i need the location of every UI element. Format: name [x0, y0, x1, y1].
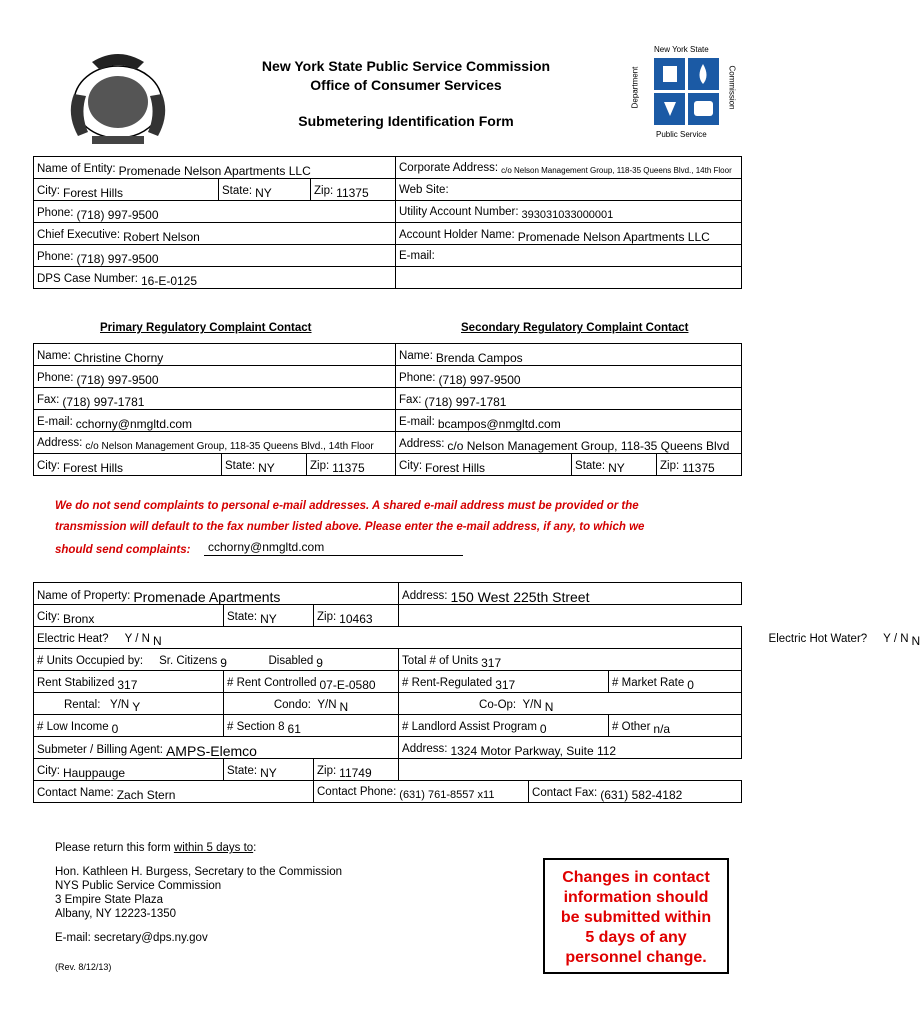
return-email: E-mail: secretary@dps.ny.gov [55, 932, 208, 944]
return-address-line-1: Hon. Kathleen H. Burgess, Secretary to the Commission [55, 866, 342, 878]
primary-contact-heading: Primary Regulatory Complaint Contact [100, 322, 312, 334]
property-state-field[interactable]: State: NY [224, 605, 314, 627]
contacts-table [33, 343, 742, 476]
department-logo [630, 45, 755, 145]
secondary-address-field[interactable]: Address: c/o Nelson Management Group, 118-35 Queens Blvd [396, 432, 742, 454]
title-line-2: Office of Consumer Services [310, 77, 502, 93]
title-line-1: New York State Public Service Commission [261, 58, 551, 74]
notice-box-line: Changes in contact [562, 869, 710, 886]
return-address-line-4: Albany, NY 12223-1350 [55, 908, 177, 920]
notice-line-3: should send complaints: [55, 544, 191, 556]
secondary-email-field[interactable]: E-mail: bcampos@nmgltd.com [396, 410, 742, 432]
agent-contact-phone-field[interactable]: Contact Phone: (631) 761-8557 x11 [314, 781, 529, 803]
primary-zip-field[interactable]: Zip: 11375 [307, 454, 396, 476]
return-address-line-2: NYS Public Service Commission [55, 880, 222, 892]
logo-tiles-icon [654, 58, 720, 126]
other-field[interactable]: # Other n/a [609, 715, 742, 737]
total-units-field[interactable]: Total # of Units 317 [399, 649, 742, 671]
primary-address-field[interactable]: Address: c/o Nelson Management Group, 118-35 Queens Blvd., 14th Floor [34, 432, 396, 454]
electric-hot-water-field[interactable]: Electric Hot Water? Y / N N [399, 627, 742, 649]
rent-stabilized-field[interactable]: Rent Stabilized 317 [34, 671, 224, 693]
entity-phone-field[interactable]: Phone: (718) 997-9500 [34, 201, 396, 223]
units-occupied-field[interactable]: # Units Occupied by: Sr. Citizens 9 Disabled 9 [34, 649, 399, 671]
website-field[interactable]: Web Site: [396, 179, 742, 201]
logo-bottom-text: Public Service [656, 130, 707, 139]
property-name-field[interactable]: Name of Property: Promenade Apartments [34, 583, 399, 605]
property-city-field[interactable]: City: Bronx [34, 605, 224, 627]
secondary-fax-field[interactable]: Fax: (718) 997-1781 [396, 388, 742, 410]
agent-contact-name-field[interactable]: Contact Name: Zach Stern [34, 781, 314, 803]
billing-agent-field[interactable]: Submeter / Billing Agent: AMPS-Elemco [34, 737, 399, 759]
low-income-field[interactable]: # Low Income 0 [34, 715, 224, 737]
executive-phone-field[interactable]: Phone: (718) 997-9500 [34, 245, 396, 267]
secondary-state-field[interactable]: State: NY [572, 454, 657, 476]
chief-executive-field[interactable]: Chief Executive: Robert Nelson [34, 223, 396, 245]
rental-field[interactable]: Rental: Y/N Y [34, 693, 224, 715]
contact-change-notice-box [543, 858, 729, 974]
primary-name-field[interactable]: Name: Christine Chorny [34, 344, 396, 366]
entity-name-field[interactable]: Name of Entity: Promenade Nelson Apartments LLC [34, 157, 396, 179]
property-zip-field[interactable]: Zip: 10463 [314, 605, 399, 627]
agent-zip-field[interactable]: Zip: 11749 [314, 759, 399, 781]
notice-line-2: transmission will default to the fax number listed above. Please enter the e-mail address, if any, to which we [55, 521, 645, 533]
empty-cell [399, 759, 742, 781]
entity-email-field[interactable]: E-mail: [396, 245, 742, 267]
secondary-city-field[interactable]: City: Forest Hills [396, 454, 572, 476]
rent-regulated-field[interactable]: # Rent-Regulated 317 [399, 671, 609, 693]
complaint-email-field[interactable]: cchorny@nmgltd.com [204, 540, 463, 556]
market-rate-field[interactable]: # Market Rate 0 [609, 671, 742, 693]
secondary-contact-heading: Secondary Regulatory Complaint Contact [461, 322, 689, 334]
secondary-phone-field[interactable]: Phone: (718) 997-9500 [396, 366, 742, 388]
return-instructions: Please return this form within 5 days to: [55, 842, 257, 854]
revision-date: (Rev. 8/12/13) [55, 962, 112, 972]
primary-phone-field[interactable]: Phone: (718) 997-9500 [34, 366, 396, 388]
entity-table [33, 156, 742, 289]
property-address-field[interactable]: Address: 150 West 225th Street [399, 583, 742, 605]
logo-right-text: Commission [727, 65, 737, 110]
notice-box-line: personnel change. [565, 949, 707, 966]
entity-state-field[interactable]: State: NY [219, 179, 311, 201]
return-address-line-3: 3 Empire State Plaza [55, 894, 164, 906]
account-holder-field[interactable]: Account Holder Name: Promenade Nelson Apartments LLC [396, 223, 742, 245]
rent-controlled-field[interactable]: # Rent Controlled 07-E-0580 [224, 671, 399, 693]
entity-zip-field[interactable]: Zip: 11375 [311, 179, 396, 201]
agent-contact-fax-field[interactable]: Contact Fax: (631) 582-4182 [529, 781, 742, 803]
electric-heat-field[interactable]: Electric Heat? Y / N N [34, 627, 399, 649]
notice-box-line: 5 days of any [585, 929, 687, 946]
primary-city-field[interactable]: City: Forest Hills [34, 454, 222, 476]
empty-cell [399, 605, 742, 627]
condo-field[interactable]: Condo: Y/N N [224, 693, 399, 715]
notice-line-1: We do not send complaints to personal e-mail addresses. A shared e-mail address must be provided or the [55, 500, 639, 512]
corporate-address-field[interactable]: Corporate Address: c/o Nelson Management Group, 118-35 Queens Blvd., 14th Floor [396, 157, 742, 179]
primary-state-field[interactable]: State: NY [222, 454, 307, 476]
section-8-field[interactable]: # Section 8 61 [224, 715, 399, 737]
coop-field[interactable]: Co-Op: Y/N N [399, 693, 742, 715]
property-table [33, 582, 920, 803]
form-title: Submetering Identification Form [298, 113, 514, 129]
logo-top-text: New York State [654, 45, 709, 54]
agent-address-field[interactable]: Address: 1324 Motor Parkway, Suite 112 [399, 737, 742, 759]
landlord-assist-field[interactable]: # Landlord Assist Program 0 [399, 715, 609, 737]
primary-fax-field[interactable]: Fax: (718) 997-1781 [34, 388, 396, 410]
notice-box-line: information should [563, 889, 709, 906]
entity-city-field[interactable]: City: Forest Hills [34, 179, 219, 201]
secondary-zip-field[interactable]: Zip: 11375 [657, 454, 742, 476]
dps-case-field[interactable]: DPS Case Number: 16-E-0125 [34, 267, 396, 289]
utility-account-field[interactable]: Utility Account Number: 393031033000001 [396, 201, 742, 223]
agent-city-field[interactable]: City: Hauppauge [34, 759, 224, 781]
empty-cell [396, 267, 742, 289]
secondary-name-field[interactable]: Name: Brenda Campos [396, 344, 742, 366]
agent-state-field[interactable]: State: NY [224, 759, 314, 781]
logo-left-text: Department [630, 66, 640, 109]
notice-box-line: be submitted within [560, 909, 712, 926]
primary-email-field[interactable]: E-mail: cchorny@nmgltd.com [34, 410, 396, 432]
